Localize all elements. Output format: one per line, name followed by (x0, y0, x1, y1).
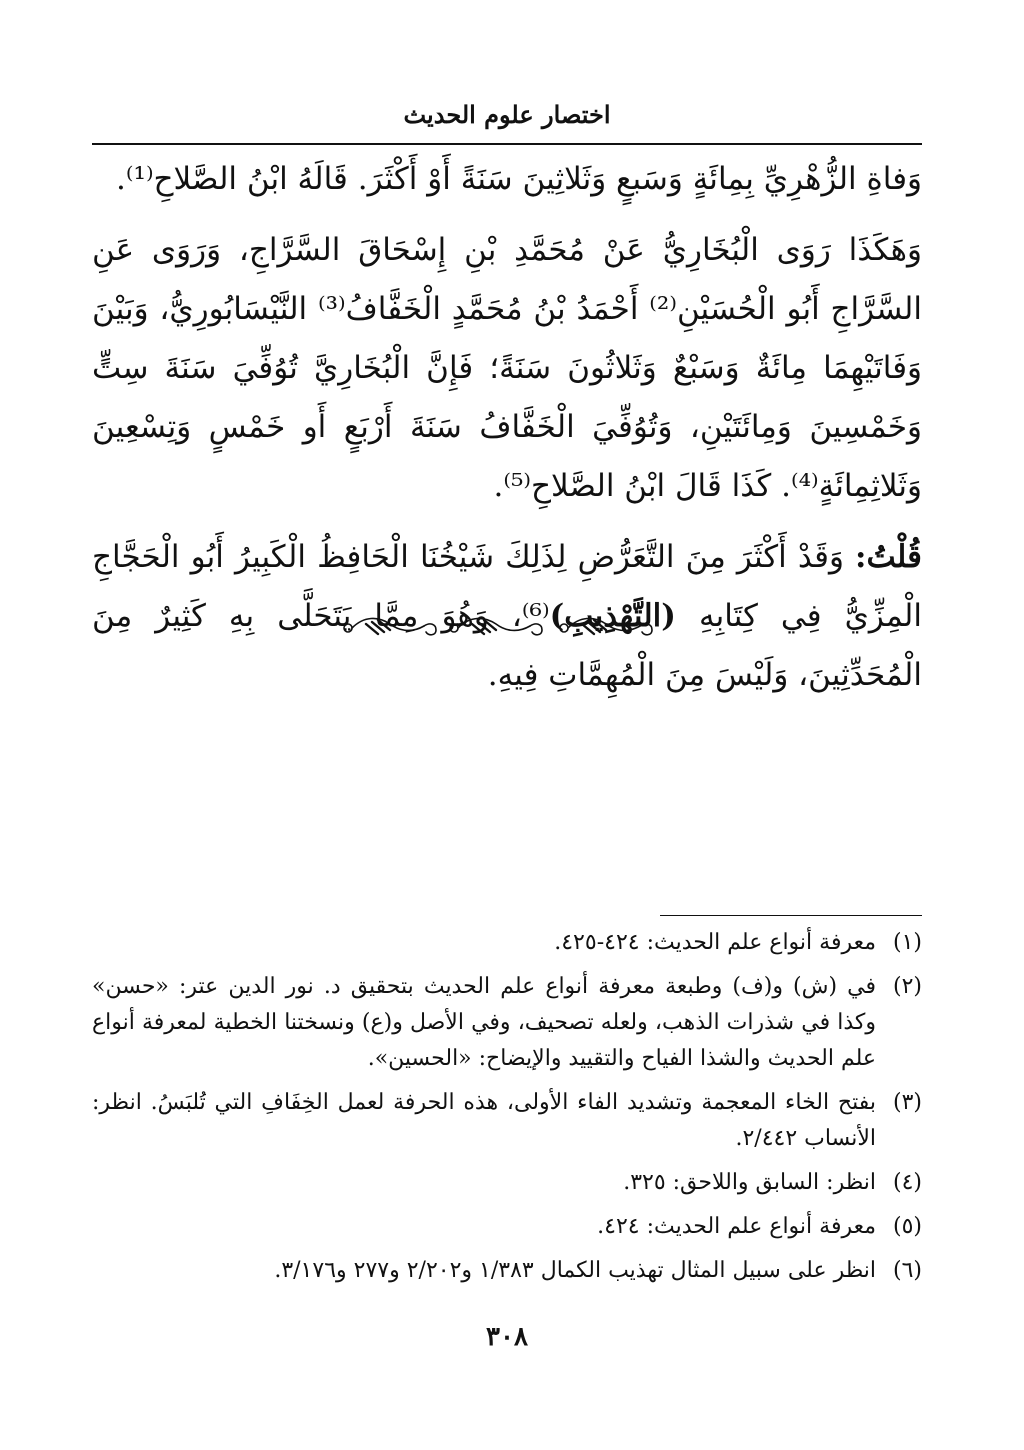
footnote-2 (92, 969, 922, 1077)
footnote-text: بفتح الخاء المعجمة وتشديد الفاء الأولى، هذه الحرفة لعمل الخِفَافِ التي تُلبَسُ. انظر: الأنساب ٢/٤٤٢. (92, 1090, 876, 1151)
paragraph-2: وَهَكَذَا رَوَى الْبُخَارِيُّ عَنْ مُحَمَّدِ بْنِ إِسْحَاقَ السَّرَّاجِ، وَرَوَى عَنِ السَّرَّاجِ أَبُو الْحُسَيْنِ⁽²⁾ أَحْمَدُ بْنُ مُحَمَّدٍ الْخَفَّافُ⁽³⁾ النَّيْسَابُورِيُّ، وَبَيْنَ وَفَاتَيْهِمَا مِائَةٌ وَسَبْعٌ وَثَلاثُونَ سَنَةً؛ فَإِنَّ الْبُخَارِيَّ تُوُفِّيَ سَنَةَ سِتٍّ وَخَمْسِينَ وَمِائَتَيْنِ، وَتُوُفِّيَ الْخَفَّافُ سَنَةَ أَرْبَعٍ أَو خَمْسٍ وَتِسْعِينَ وَثَلاثِمِائَةٍ⁽⁴⁾. كَذَا قَالَ ابْنُ الصَّلاحِ⁽⁵⁾. (92, 232, 922, 504)
footnote-text: في (ش) و(ف) وطبعة معرفة أنواع علم الحديث بتحقيق د. نور الدين عتر: «حسن» وكذا في شذرات الذهب، ولعله تصحيف، وفي الأصل و(ع) ونسختنا الخطية لمعرفة أنواع علم الحديث والشذا الفياح والتقييد والإيضاح: «الحسين». (92, 974, 876, 1071)
footnote-text: انظر: السابق واللاحق: ٣٢٥. (623, 1170, 876, 1195)
book-title: (التَّهْذِيبِ) (549, 598, 676, 634)
footnote-text: معرفة أنواع علم الحديث: ٤٢٤-٤٢٥. (554, 930, 876, 955)
footnote-number: (١) (892, 930, 922, 955)
ornament-unit-left (344, 618, 436, 634)
running-header: اختصار علوم الحديث (403, 100, 611, 129)
footnote-number: (٥) (892, 1214, 922, 1239)
paragraph-3-text: وَقَدْ أَكْثَرَ مِنَ التَّعَرُّضِ لِذَلِكَ شَيْخُنَا الْحَافِظُ الْكَبِيرُ أَبُو الْحَجَّاجِ الْمِزِّيُّ فِي كِتَابِهِ (92, 539, 922, 634)
footnote-rule (660, 915, 922, 916)
ornament-unit-center (450, 618, 542, 634)
footnote-number: (٤) (892, 1170, 922, 1195)
page-number: ٣٠٨ (486, 1322, 528, 1352)
floral-divider-icon (332, 608, 662, 648)
footnote-text: معرفة أنواع علم الحديث: ٤٢٤. (597, 1214, 876, 1239)
footnote-3 (92, 1085, 922, 1157)
header-rule (92, 143, 922, 145)
paragraph-3-lead: قُلْتُ: (855, 539, 922, 575)
ornament-unit-right (560, 618, 652, 634)
footnote-number: (٦) (892, 1258, 922, 1283)
footnote-text: انظر على سبيل المثال تهذيب الكمال ١/٣٨٣ و٢/٢٠٢ و٢٧٧ و٣/١٧٦. (274, 1258, 876, 1283)
footnote-number: (٣) (892, 1090, 922, 1115)
footnote-5 (92, 1209, 922, 1245)
footnotes (92, 925, 922, 1297)
paragraph-3-rest: ⁽⁶⁾، وَهُوَ مِمَّا يَتَحَلَّى بِهِ كَثِيرٌ مِنَ الْمُحَدِّثِينَ، وَلَيْسَ مِنَ الْمُهِمَّاتِ فِيهِ. (92, 598, 922, 693)
footnote-number: (٢) (892, 974, 922, 999)
footnote-1 (92, 925, 922, 961)
footnote-6 (92, 1253, 922, 1289)
paragraph-1: وَفاةِ الزُّهْرِيِّ بِمِائَةٍ وَسَبعٍ وَثَلاثِينَ سَنَةً أَوْ أَكْثَرَ. قَالَهُ ابْنُ الصَّلاحِ⁽¹⁾. (116, 161, 922, 197)
footnote-4 (92, 1165, 922, 1201)
